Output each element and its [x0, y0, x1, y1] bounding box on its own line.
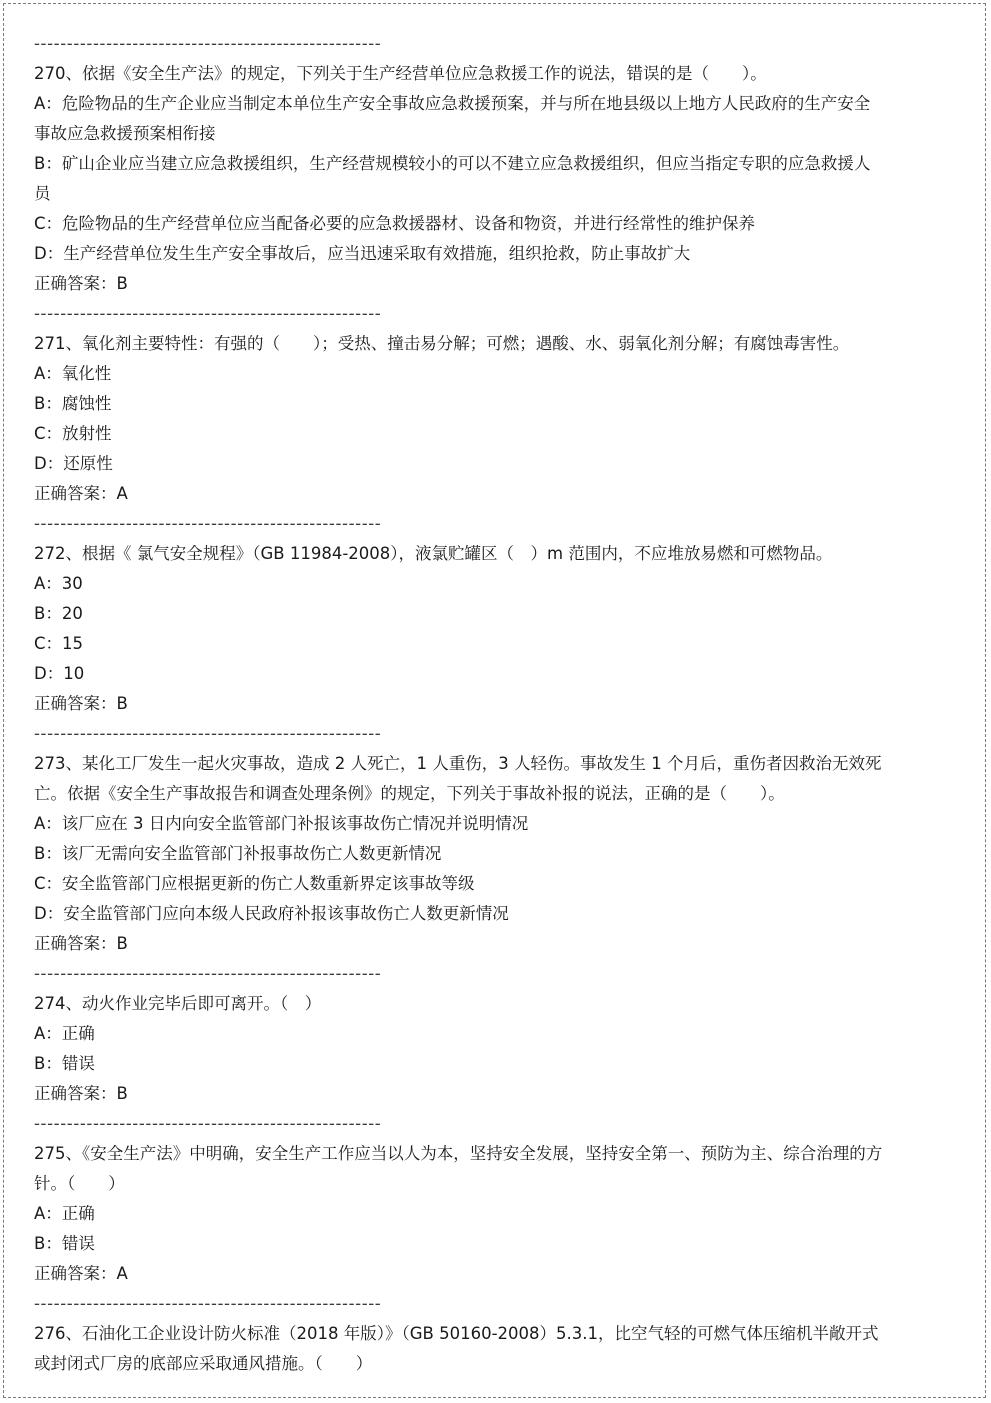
question-272: [34, 539, 884, 719]
separator-line: -----------------------------------------------------: [34, 304, 382, 323]
question-text: 275、《安全生产法》中明确，安全生产工作应当以人为本，坚持安全发展，坚持安全第一、预防为主、综合治理的方针。（ ）: [34, 1144, 883, 1193]
question-text: 274、动火作业完毕后即可离开。（ ）: [34, 994, 322, 1013]
question-text: 273、某化工厂发生一起火灾事故，造成 2 人死亡，1 人重伤，3 人轻伤。事故发生 1 个月后，重伤者因救治无效死亡。依据《安全生产事故报告和调查处理条例》的规定，下列关于事故补报的说法，正确的是（ ）。: [34, 754, 882, 803]
option-c: C：安全监管部门应根据更新的伤亡人数重新界定该事故等级: [34, 874, 475, 893]
option-a: A：危险物品的生产企业应当制定本单位生产安全事故应急救援预案，并与所在地县级以上地方人民政府的生产安全事故应急救援预案相衔接: [34, 94, 871, 143]
separator-line: -----------------------------------------------------: [34, 1294, 382, 1313]
option-d: D：还原性: [34, 454, 113, 473]
correct-answer: 正确答案：B: [34, 694, 128, 713]
option-b: B：错误: [34, 1054, 95, 1073]
separator-line: -----------------------------------------------------: [34, 34, 382, 53]
document-page: [3, 3, 986, 1398]
question-text: 271、氧化剂主要特性：有强的（ ）；受热、撞击易分解；可燃；遇酸、水、弱氧化剂分解；有腐蚀毒害性。: [34, 334, 850, 353]
question-text: 272、根据《 氯气安全规程》（GB 11984-2008），液氯贮罐区（ ）m 范围内，不应堆放易燃和可燃物品。: [34, 544, 833, 563]
question-list: [34, 29, 884, 1379]
separator-line: -----------------------------------------------------: [34, 964, 382, 983]
option-a: A：该厂应在 3 日内向安全监管部门补报该事故伤亡情况并说明情况: [34, 814, 529, 833]
option-a: A：正确: [34, 1024, 95, 1043]
option-d: D：生产经营单位发生生产安全事故后，应当迅速采取有效措施，组织抢救，防止事故扩大: [34, 244, 691, 263]
option-d: D：10: [34, 664, 85, 683]
separator-line: -----------------------------------------------------: [34, 724, 382, 743]
option-c: C：危险物品的生产经营单位应当配备必要的应急救援器材、设备和物资，并进行经常性的维护保养: [34, 214, 756, 233]
question-276: [34, 1319, 884, 1379]
correct-answer: 正确答案：B: [34, 934, 128, 953]
option-b: B：20: [34, 604, 83, 623]
question-270: [34, 59, 884, 299]
option-b: B：矿山企业应当建立应急救援组织，生产经营规模较小的可以不建立应急救援组织，但应当指定专职的应急救援人员: [34, 154, 871, 203]
option-b: B：腐蚀性: [34, 394, 112, 413]
question-text: 270、依据《安全生产法》的规定，下列关于生产经营单位应急救援工作的说法，错误的是（ ）。: [34, 64, 767, 83]
question-273: [34, 749, 884, 959]
option-b: B：该厂无需向安全监管部门补报事故伤亡人数更新情况: [34, 844, 442, 863]
option-a: A：正确: [34, 1204, 95, 1223]
option-a: A：氧化性: [34, 364, 112, 383]
option-c: C：放射性: [34, 424, 112, 443]
correct-answer: 正确答案：A: [34, 1264, 128, 1283]
correct-answer: 正确答案：B: [34, 274, 128, 293]
option-d: D：安全监管部门应向本级人民政府补报该事故伤亡人数更新情况: [34, 904, 509, 923]
separator-line: -----------------------------------------------------: [34, 514, 382, 533]
option-b: B：错误: [34, 1234, 95, 1253]
option-a: A：30: [34, 574, 83, 593]
correct-answer: 正确答案：A: [34, 484, 128, 503]
correct-answer: 正确答案：B: [34, 1084, 128, 1103]
option-c: C：15: [34, 634, 84, 653]
question-274: [34, 989, 884, 1109]
question-275: [34, 1139, 884, 1289]
question-271: [34, 329, 884, 509]
separator-line: -----------------------------------------------------: [34, 1114, 382, 1133]
question-text: 276、石油化工企业设计防火标准（2018 年版）》（GB 50160-2008）5.3.1，比空气轻的可燃气体压缩机半敞开式或封闭式厂房的底部应采取通风措施。（ ）: [34, 1324, 879, 1373]
